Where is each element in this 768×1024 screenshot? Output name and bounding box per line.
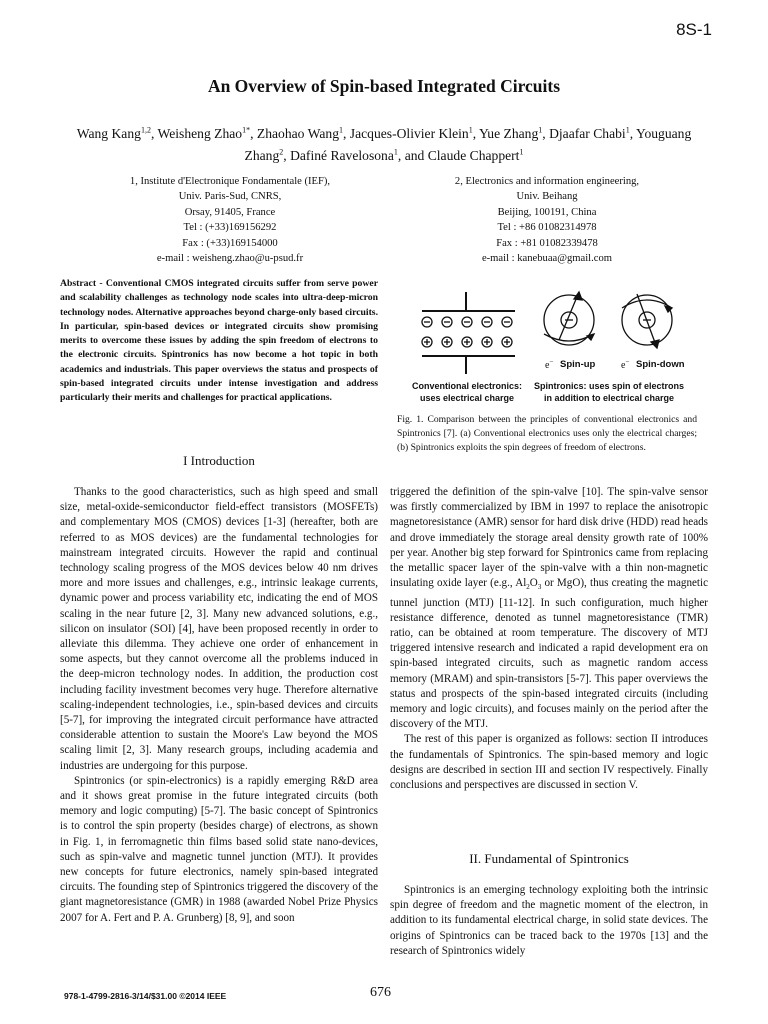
affiliation-1 bbox=[90, 174, 370, 266]
spin-down-label: Spin-down bbox=[636, 359, 685, 370]
affiliation-line: Orsay, 91405, France bbox=[184, 206, 276, 218]
conventional-electronics-diagram bbox=[422, 292, 515, 374]
author: Claude Chappert$^1$ bbox=[427, 147, 524, 164]
session-label: 8S-1 bbox=[676, 20, 712, 39]
figure-1 bbox=[397, 282, 717, 412]
affiliation-line: 2, Electronics and information engineering, bbox=[454, 176, 640, 187]
author: Djaafar Chabi$^1$, bbox=[549, 125, 636, 141]
affiliation-line: 1, Institute d'Electronique Fondamentale (IEF), bbox=[129, 176, 331, 187]
affiliation-fax: Fax : (+33)169154000 bbox=[182, 237, 278, 249]
author-list bbox=[70, 120, 698, 165]
spin-up-electron-symbol: e− bbox=[545, 358, 554, 371]
paragraph: triggered the definition of the spin-valve [10]. The spin-valve sensor was firstly commercialized by IBM in 1997 to replace the anisotropic magnetoresistance (AMR) sensor for hard disk drive (HDD) read heads and drove immediately the storage areal density growth rate of 100% per year. Another big step forward for Spintronics came from replacing the metallic spacer layer of the spin-valve with a thin non-magnetic insulating oxide layer (e.g., $Al_2O_3$ or MgO), thus creating the magnetic tunnel junction (MTJ) [11-12]. In such configuration, much higher resistance difference, denoted as tunnel magnetoresistance (TMR) ratio, can be obtained at room temperature. The discovery of MTJ triggered intensive research and indicated a rapid development era on spin-based integrated circuits, such as magnetic random access memory (MRAM) and spin-transistors [5-7]. This paper overviews the status and prospects of the spin-based integrated circuits (including memory and logic circuits), and focuses mainly on the period after the discovery of the MTJ. bbox=[390, 486, 708, 731]
author: Zhaohao Wang$^1$, bbox=[256, 125, 350, 141]
positive-charge-icon bbox=[422, 337, 512, 347]
author: Wang Kang$^{1,2}$, bbox=[76, 125, 158, 141]
affiliation-email: e-mail : weisheng.zhao@u-psud.fr bbox=[156, 253, 304, 265]
right-column-lower bbox=[390, 883, 708, 959]
spintronics-diagram bbox=[397, 282, 717, 412]
section-heading-fundamentals: II. Fundamental of Spintronics bbox=[469, 851, 629, 866]
affiliation-line: Beijing, 100191, China bbox=[497, 206, 597, 218]
affiliation-tel: Tel : (+33)169156292 bbox=[183, 222, 277, 234]
panel-a-label-line1: Conventional electronics: bbox=[411, 381, 523, 391]
spin-down-electron-icon bbox=[622, 294, 672, 348]
page-number: 676 bbox=[370, 985, 391, 1000]
spin-up-electron-icon bbox=[544, 292, 594, 345]
affiliation-email: e-mail : kanebuaa@gmail.com bbox=[481, 253, 613, 265]
panel-a-label-line2: uses electrical charge bbox=[419, 393, 515, 403]
abstract: Abstract - Conventional CMOS integrated circuits suffer from serve power and scalability challenges as technology node scales into ultra-deep-micron technology nodes. Alternative approaches beyond charge-only based circuits. In particular, spin-based devices or integrated circuits show promising merits to overcome these issues by adding the spin freedom of electrons to the electronic circuits. Spintronics has now become a hot topic in both academics and industrials. This paper overviews the status and prospects of spin-based integrated circuits under intense investigation and address particularly their merits and challenges for practical applications. bbox=[60, 278, 378, 404]
negative-charge-icon bbox=[422, 317, 512, 327]
isbn-footer: 978-1-4799-2816-3/14/$31.00 ©2014 IEEE bbox=[64, 991, 227, 1001]
paragraph: Thanks to the good characteristics, such as high speed and small size, metal-oxide-semiconductor field-effect transistors (MOSFETs) and complementary MOS (CMOS) devices [1-3] (hereafter, both are referred to as MOS devices) are the fundamental technologies for mainstream integrated circuits. However the rapid and continual technology scaling progress of the MOS devices below 40 nm drives more and more issues and challenges, e.g., intrinsic leakage currents, dynamic power and process variability etc, indicating the end of MOS scaling in the near future [2, 3]. Many new advanced solutions, e.g., silicon on insulator (SOI) [4], have been proposed recently in order to alleviate this dilemma. They achieve one order of enhancement in some aspects, but they cannot overcome all the problems induced in the deep-micron technology nodes. In addition, the production cost including facility investment becomes very huge. Therefore alternative scaling-independent technologies, i.e., spin-based devices and circuits [5-7], for improving the integrated circuit performance have attracted considerable attention to sustain the Moore's Law beyond the MOS scaling limit [2, 3]. Many research groups, including academia and industries are undergoing for this purpose. bbox=[60, 486, 378, 772]
panel-b-label-line2: in addition to electrical charge bbox=[543, 393, 675, 403]
affiliation-line: Univ. Beihang bbox=[516, 191, 578, 203]
paragraph: Spintronics (or spin-electronics) is a rapidly emerging R&D area and it shows great promise in the future integrated circuits (both memory and logic computing) [5-7]. The basic concept of Spintronics is to control the spin property (besides charge) of electrons, as shown in Fig. 1, in ferromagnetic thin films based solid state nano-devices, such as spin-valve and magnetic tunnel junction (MTJ). It provides new concepts for future electronics, namely spin-based integrated circuits. The founding step of Spintronics triggered the discovery of the giant magnetoresistance (GMR) in 1988 (awarded Nobel Prize Physics 2007 for A. Fert and P. A. Grunberg) [8, 9], and soon bbox=[60, 774, 378, 924]
left-column bbox=[60, 485, 378, 926]
affiliation-fax: Fax : +81 01082339478 bbox=[496, 237, 598, 249]
spin-down-electron-symbol: e− bbox=[621, 358, 630, 371]
author: Jacques-Olivier Klein$^1$, bbox=[349, 125, 479, 141]
author: Dafiné Ravelosona$^1$, and bbox=[290, 147, 428, 164]
figure-caption: Fig. 1. Comparison between the principles of conventional electronics and Spintronics [7]. (a) Conventional electronics uses only the electrical charges; (b) Spintronics exploits the spin degrees of freedom of electrons. bbox=[397, 414, 697, 454]
author: Yue Zhang$^1$, bbox=[479, 125, 550, 141]
spin-up-label: Spin-up bbox=[560, 359, 596, 370]
affiliation-tel: Tel : +86 01082314978 bbox=[497, 222, 597, 234]
paper-title: An Overview of Spin-based Integrated Circuits bbox=[207, 76, 561, 96]
affiliation-2 bbox=[402, 174, 692, 266]
author: Weisheng Zhao$^{1*}$, bbox=[157, 125, 257, 141]
section-heading-introduction: I Introduction bbox=[183, 453, 255, 468]
panel-b-label-line1: Spintronics: uses spin of electrons bbox=[533, 381, 685, 391]
right-column bbox=[390, 485, 708, 793]
affiliation-line: Univ. Paris-Sud, CNRS, bbox=[178, 191, 282, 203]
paragraph: Spintronics is an emerging technology exploiting both the intrinsic spin degree of freedom and the magnetic moment of the electron, in addition to its fundamental electrical charge, in solid state devices. The origins of Spintronics can be traced back to the 1970s [13] and the research of Spintronics widely bbox=[390, 884, 708, 957]
author: Youguang Zhang$^2$, bbox=[244, 125, 692, 164]
paragraph: The rest of this paper is organized as follows: section II introduces the fundamentals of Spintronics. The spin-based memory and logic designs are described in section III and section IV respectively. Finally conclusions and perspectives are discussed in section V. bbox=[390, 733, 708, 792]
